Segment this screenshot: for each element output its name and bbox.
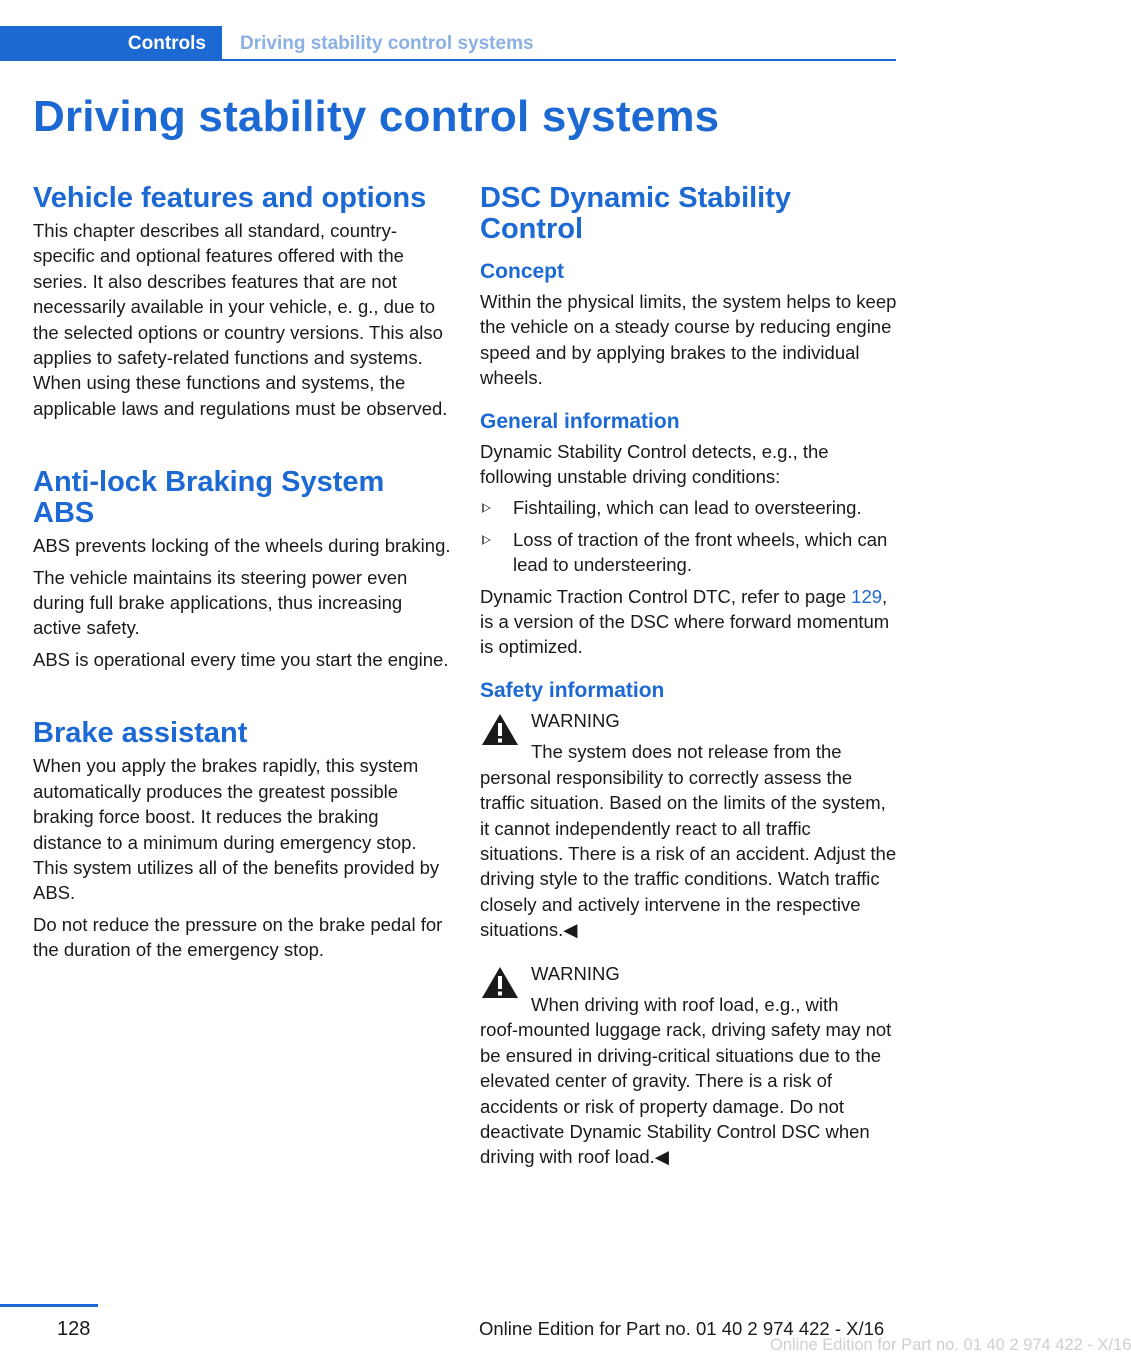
section-tab-label: Controls — [127, 32, 206, 54]
left-column — [33, 183, 451, 963]
brake-assistant-paragraph-2: Do not reduce the pressure on the brake pedal for the duration of the emergency stop. — [33, 913, 443, 961]
vehicle-features-body: This chapter describes all standard, country-specific and optional features offered with the series. It also describes features that are not necessarily available in your vehicle, e. g., due to the selected options or country versions. This also applies to safety-related functions and systems. When using these functions and systems, the applicable laws and regulations must be observed. — [33, 220, 448, 419]
breadcrumb[interactable] — [240, 26, 534, 61]
triangle-bullet-icon — [482, 535, 491, 545]
abs-paragraph-2: The vehicle maintains its steering power even during full brake applications, thus increasing active safety. — [33, 566, 408, 639]
breadcrumb-label: Driving stability control systems — [240, 32, 534, 54]
page-129-link[interactable]: 129 — [851, 585, 883, 607]
warning-block — [480, 961, 898, 1170]
warning-text: roof-mounted luggage rack, driving safety may not be ensured in driving-critical situations due to the elevated center of gravity. There is a risk of accidents or risk of property damage. Do not deactivate Dynamic Stability Control DSC when driving with roof load.◀ — [480, 1019, 892, 1168]
page-number: 128 — [57, 1318, 91, 1340]
footer-rule — [0, 1304, 98, 1307]
warning-first-line: The system does not release from the — [531, 741, 842, 763]
header-rule — [222, 59, 896, 61]
list-item-text: Loss of traction of the front wheels, which can lead to understeering. — [513, 528, 888, 576]
warning-header — [480, 961, 898, 1018]
right-column — [480, 183, 898, 1170]
triangle-bullet-icon — [482, 503, 491, 513]
dsc-heading: DSC Dynamic Stability Control — [480, 182, 792, 245]
concept-body: Within the physical limits, the system helps to keep the vehicle on a steady course by reducing engine speed and by applying brakes to the individual wheels. — [480, 291, 897, 389]
general-information-heading: General information — [480, 409, 680, 433]
page-title: Driving stability control systems — [33, 92, 720, 141]
edition-info: Online Edition for Part no. 01 40 2 974 422 - X/16 — [479, 1318, 885, 1339]
brake-assistant-paragraph-1: When you apply the brakes rapidly, this system automatically produces the greatest possible braking force boost. It reduces the braking distance to a minimum during emergency stop. This system utilizes all of the benefits provided by ABS. — [33, 755, 440, 904]
abs-heading: Anti-lock Braking System ABS — [33, 466, 385, 530]
warning-label: WARNING — [531, 709, 620, 731]
section-tab-controls[interactable] — [0, 26, 222, 61]
concept-heading: Concept — [480, 260, 564, 283]
warning-header — [480, 708, 898, 765]
abs-paragraph-3: ABS is operational every time you start the engine. — [33, 648, 449, 670]
general-information-intro: Dynamic Stability Control detects, e.g., the following unstable driving conditions: — [480, 440, 829, 488]
warning-block — [480, 708, 898, 943]
vehicle-features-heading: Vehicle features and options — [33, 182, 427, 214]
warning-text: personal responsibility to correctly assess the traffic situation. Based on the limits of the system, it cannot independently react to all traffic situations. There is a risk of an accident. Adjust the driving style to the traffic conditions. Watch traffic closely and actively intervene in the respective situations.◀ — [480, 766, 897, 941]
abs-paragraph-1: ABS prevents locking of the wheels during braking. — [33, 535, 451, 557]
warning-triangle-icon — [480, 965, 520, 1001]
dtc-reference-text: Dynamic Traction Control DTC, refer to page — [480, 585, 852, 607]
warning-triangle-icon — [480, 712, 520, 748]
list-item — [480, 527, 898, 578]
brake-assistant-heading: Brake assistant — [33, 717, 248, 750]
unstable-conditions-list — [480, 495, 898, 577]
safety-information-heading: Safety information — [480, 678, 665, 702]
list-item — [480, 495, 898, 520]
warning-first-line: When driving with roof load, e.g., with — [531, 993, 839, 1015]
dtc-reference-text-end: , is a version of the DSC where forward momentum is optimized. — [480, 585, 890, 658]
warning-label: WARNING — [531, 962, 620, 984]
dtc-reference-paragraph — [480, 584, 898, 660]
watermark: Online Edition for Part no. 01 40 2 974 422 - X/16 — [770, 1336, 1131, 1354]
list-item-text: Fishtailing, which can lead to oversteering. — [513, 497, 862, 519]
